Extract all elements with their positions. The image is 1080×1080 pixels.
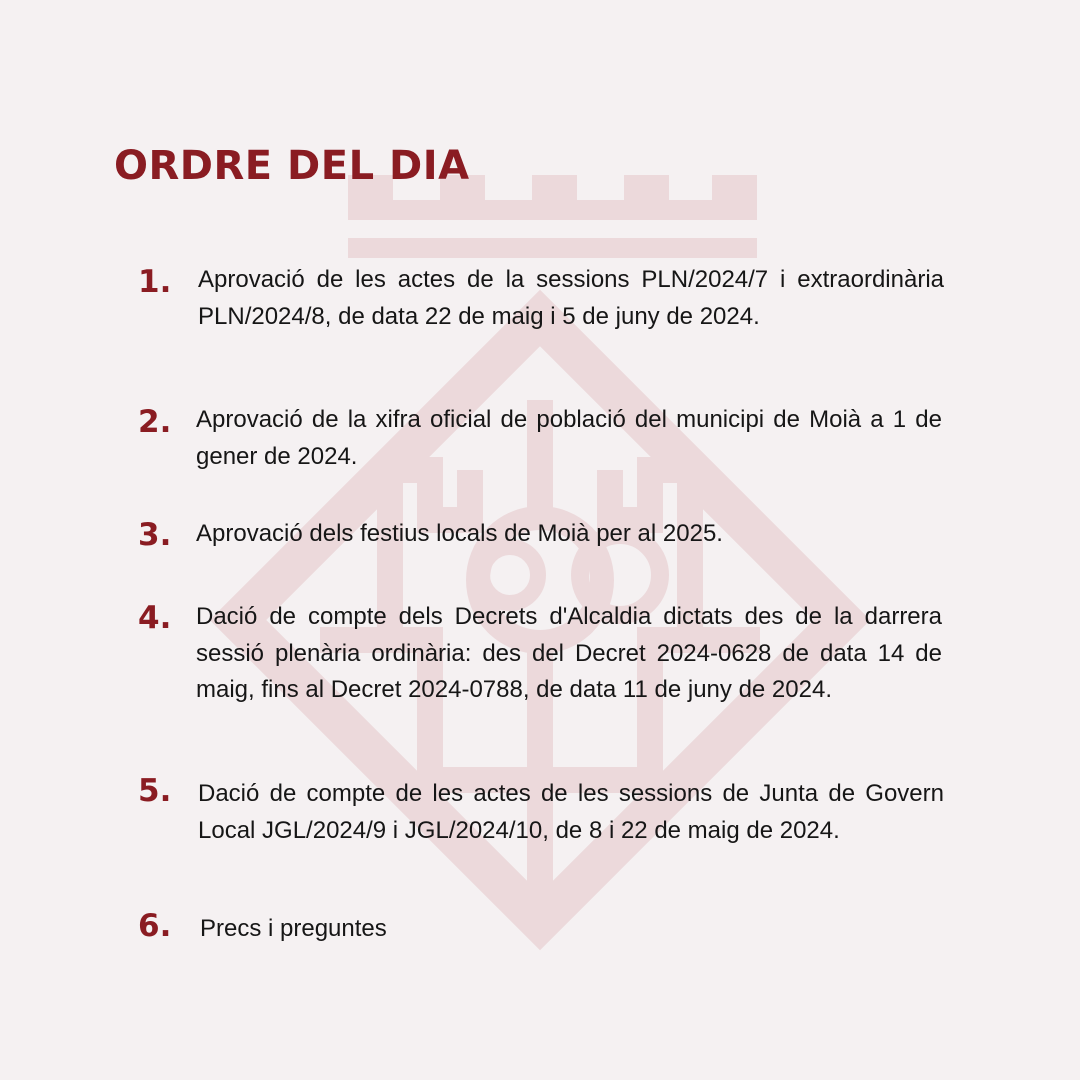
item-text: Dació de compte dels Decrets d'Alcaldia dictats des de la darrera sessió plenària ordinària: des del Decret 2024-0628 de data 14 de maig, fins al Decret 2024-0788, de data 11 de juny de 2024.	[196, 603, 942, 703]
item-number: 5.	[138, 773, 172, 809]
item-number: 3.	[138, 517, 172, 553]
item-number: 1.	[138, 264, 172, 300]
page-title: ORDRE DEL DIA	[114, 143, 470, 189]
item-number: 4.	[138, 600, 172, 636]
item-number: 6.	[138, 908, 172, 944]
item-text: Aprovació dels festius locals de Moià per al 2025.	[196, 520, 723, 547]
item-text: Aprovació de la xifra oficial de població del municipi de Moià a 1 de gener de 2024.	[196, 406, 942, 470]
item-text: Dació de compte de les actes de les sessions de Junta de Govern Local JGL/2024/9 i JGL/2024/10, de 8 i 22 de maig de 2024.	[198, 780, 944, 844]
item-text: Precs i preguntes	[200, 915, 387, 942]
item-number: 2.	[138, 404, 172, 440]
item-text: Aprovació de les actes de la sessions PLN/2024/7 i extraordinària PLN/2024/8, de data 22 de maig i 5 de juny de 2024.	[198, 266, 944, 330]
